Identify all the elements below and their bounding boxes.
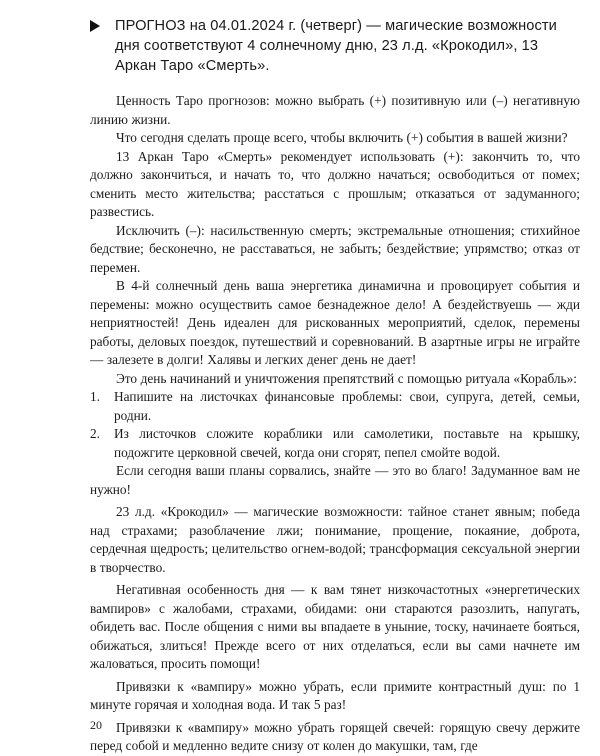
- paragraph-tarot-value: Ценность Таро прогнозов: можно выбрать (+) позитивную или (–) негативную линию жизни.: [90, 93, 580, 127]
- paragraph-exclude: Исключить (–): насильственную смерть; экстремальные отношения; стихийное бедствие; бесконечно, не расставаться, не забыть; бездействие; упрямство; отказ от перемен.: [90, 222, 580, 275]
- paragraph-lunar-day: 23 л.д. «Крокодил» — магические возможности: тайное станет явным; победа над страхами; разоблачение лжи; понимание, прощение, покаяние, доброта, сердечная щедрость; целительство огнем-водой; трансформация сексуальной энергии в творчество.: [90, 504, 580, 575]
- arrow-bullet-icon: [90, 20, 100, 32]
- list-item: [90, 388, 580, 425]
- forecast-heading-text: ПРОГНОЗ на 04.01.2024 г. (четверг) — магические возможности дня соответствуют 4 солнечному дню, 23 л.д. «Крокодил», 13 Аркан Таро «Смерть».: [115, 18, 557, 74]
- list-item-number: 1.: [90, 389, 100, 404]
- list-item-number: 2.: [90, 426, 100, 441]
- ritual-steps-list: [90, 388, 580, 462]
- paragraph-tarot-recommendation: 13 Аркан Таро «Смерть» рекомендует использовать (+): закончить то, что должно закончиться, и начать то, что должно начаться; освободиться от помех; сменить место жительства; расстаться с прошлым; отказаться от задуманного; развестись.: [90, 148, 580, 219]
- paragraph-question: Что сегодня сделать проще всего, чтобы включить (+) события в вашей жизни?: [116, 130, 568, 145]
- page-body: [90, 92, 580, 756]
- list-item: [90, 425, 580, 462]
- paragraph-ritual-intro: Это день начинаний и уничтожения препятствий с помощью ритуала «Корабль»:: [116, 370, 577, 386]
- paragraph-shower: Привязки к «вампиру» можно убрать, если примите контрастный душ: по 1 минуте горячая и холодная вода. И так 5 раз!: [90, 678, 580, 712]
- paragraph-plans: Если сегодня ваши планы сорвались, знайте — это во благо! Задуманное вам не нужно!: [90, 463, 580, 497]
- paragraph-candle: Привязки к «вампиру» можно убрать горящей свечей: горящую свечу держите перед собой и медленно ведите снизу от колен до макушки, там, где: [90, 719, 580, 753]
- forecast-heading: [90, 16, 580, 76]
- list-item-text: Из листочков сложите кораблики или самолетики, поставьте на крышку, подожгите церковной свечей, когда они сгорят, пепел смойте водой.: [114, 426, 580, 460]
- paragraph-solar-day: В 4-й солнечный день ваша энергетика динамична и провоцирует события и перемены: можно осуществить самое безнадежное дело! А бездействуешь — жди неприятностей! День идеален для рискованных мероприятий, сделок, перемены работы, деловых поездок, путешествий и соревнований. В азартные игры не играйте — залезете в долги! Халявы и легких денег день не дает!: [90, 278, 580, 367]
- paragraph-negative-feature: Негативная особенность дня — к вам тянет низкочастотных «энергетических вампиров» с жалобами, страхами, обидами: они стараются разозлить, напугать, обидеть вас. После общения с ними вы впадаете в уныние, тоску, начинаете бояться, обижаться, злиться! Прежде всего от них отделаться, если вы сами начнете им жаловаться, просить помощи!: [90, 582, 580, 671]
- page-number: 20: [90, 718, 102, 732]
- list-item-text: Напишите на листочках финансовые проблемы: свои, супруга, детей, семьи, родни.: [114, 389, 580, 423]
